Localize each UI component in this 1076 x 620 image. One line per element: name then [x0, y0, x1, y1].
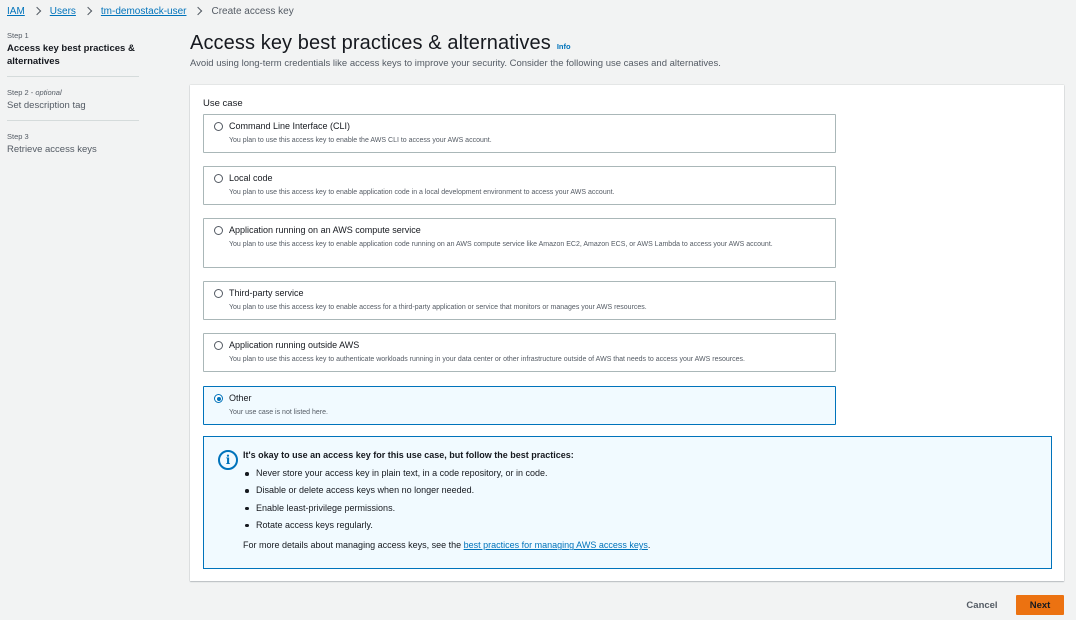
- option-title: Command Line Interface (CLI): [229, 121, 351, 131]
- use-case-option-outside-aws[interactable]: [203, 333, 836, 372]
- alert-footer-suffix: .: [647, 540, 651, 551]
- list-item: Rotate access keys regularly.: [243, 517, 1037, 534]
- option-description: Your use case is not listed here.: [229, 409, 328, 416]
- info-link[interactable]: Info: [556, 42, 571, 51]
- use-case-panel: [190, 85, 1064, 581]
- chevron-right-icon: [33, 7, 41, 15]
- step-optional: optional: [35, 88, 62, 97]
- breadcrumb-users[interactable]: Users: [49, 5, 76, 17]
- step-number: Step 2 - optional: [7, 88, 62, 97]
- wizard-step-1: [7, 30, 139, 76]
- step-label: Set description tag: [7, 100, 86, 111]
- option-title: Application running outside AWS: [229, 340, 360, 350]
- option-description: You plan to use this access key to enable access for a third-party application or service that monitors or manages your AWS resources.: [229, 304, 647, 311]
- next-button[interactable]: Next: [1016, 595, 1064, 615]
- radio-button[interactable]: [214, 122, 223, 131]
- page-title: Access key best practices & alternatives: [190, 32, 551, 54]
- option-title: Other: [229, 393, 252, 403]
- option-description: You plan to use this access key to enable application code running on an AWS compute service like Amazon EC2, Amazon ECS, or AWS Lambda to access your AWS account.: [229, 241, 773, 248]
- chevron-right-icon: [194, 7, 202, 15]
- radio-button[interactable]: [214, 174, 223, 183]
- radio-button[interactable]: [214, 226, 223, 235]
- best-practices-list: [243, 465, 1037, 534]
- radio-button[interactable]: [214, 341, 223, 350]
- best-practices-link[interactable]: best practices for managing AWS access keys: [463, 540, 648, 551]
- alert-heading: It's okay to use an access key for this use case, but follow the best practices:: [243, 450, 574, 460]
- option-description: You plan to use this access key to enable the AWS CLI to access your AWS account.: [229, 137, 492, 144]
- use-case-label: Use case: [203, 98, 243, 109]
- info-alert: [203, 436, 1052, 569]
- option-title: Third-party service: [229, 288, 304, 298]
- list-item: Disable or delete access keys when no longer needed.: [243, 482, 1037, 499]
- step-number: Step 1: [7, 31, 29, 40]
- step-label: Retrieve access keys: [7, 144, 97, 155]
- page-header: [190, 32, 571, 55]
- use-case-option-cli[interactable]: [203, 114, 836, 153]
- wizard-step-2: [7, 76, 139, 120]
- breadcrumb-user[interactable]: tm-demostack-user: [100, 5, 187, 17]
- use-case-option-local-code[interactable]: [203, 166, 836, 205]
- option-description: You plan to use this access key to enable application code in a local development environment to access your AWS account.: [229, 189, 615, 196]
- alert-footer-text: For more details about managing access keys, see the: [243, 540, 464, 551]
- cancel-button[interactable]: Cancel: [956, 595, 1008, 615]
- option-description: You plan to use this access key to authenticate workloads running in your data center or other infrastructure outside of AWS that needs to access your AWS resources.: [229, 356, 745, 363]
- info-icon: i: [218, 450, 238, 470]
- chevron-right-icon: [84, 7, 92, 15]
- list-item: Enable least-privilege permissions.: [243, 500, 1037, 517]
- use-case-option-other[interactable]: [203, 386, 836, 425]
- step-label: Access key best practices & alternatives: [7, 43, 135, 67]
- list-item: Never store your access key in plain text, in a code repository, or in code.: [243, 465, 1037, 482]
- option-title: Local code: [229, 173, 273, 183]
- option-title: Application running on an AWS compute service: [229, 225, 421, 235]
- radio-button-selected[interactable]: [214, 394, 223, 403]
- radio-button[interactable]: [214, 289, 223, 298]
- alert-body: [243, 449, 1037, 550]
- breadcrumb-current: Create access key: [211, 5, 294, 17]
- page-subtitle: Avoid using long-term credentials like access keys to improve your security. Consider the following use cases and alternatives.: [190, 58, 721, 69]
- use-case-option-third-party[interactable]: [203, 281, 836, 320]
- breadcrumb: [7, 4, 294, 18]
- alert-footer: [243, 540, 1037, 550]
- step-number: Step 3: [7, 132, 29, 141]
- use-case-option-aws-compute[interactable]: [203, 218, 836, 268]
- wizard-step-3: [7, 120, 139, 164]
- breadcrumb-iam[interactable]: IAM: [7, 5, 25, 17]
- wizard-steps: [7, 30, 139, 164]
